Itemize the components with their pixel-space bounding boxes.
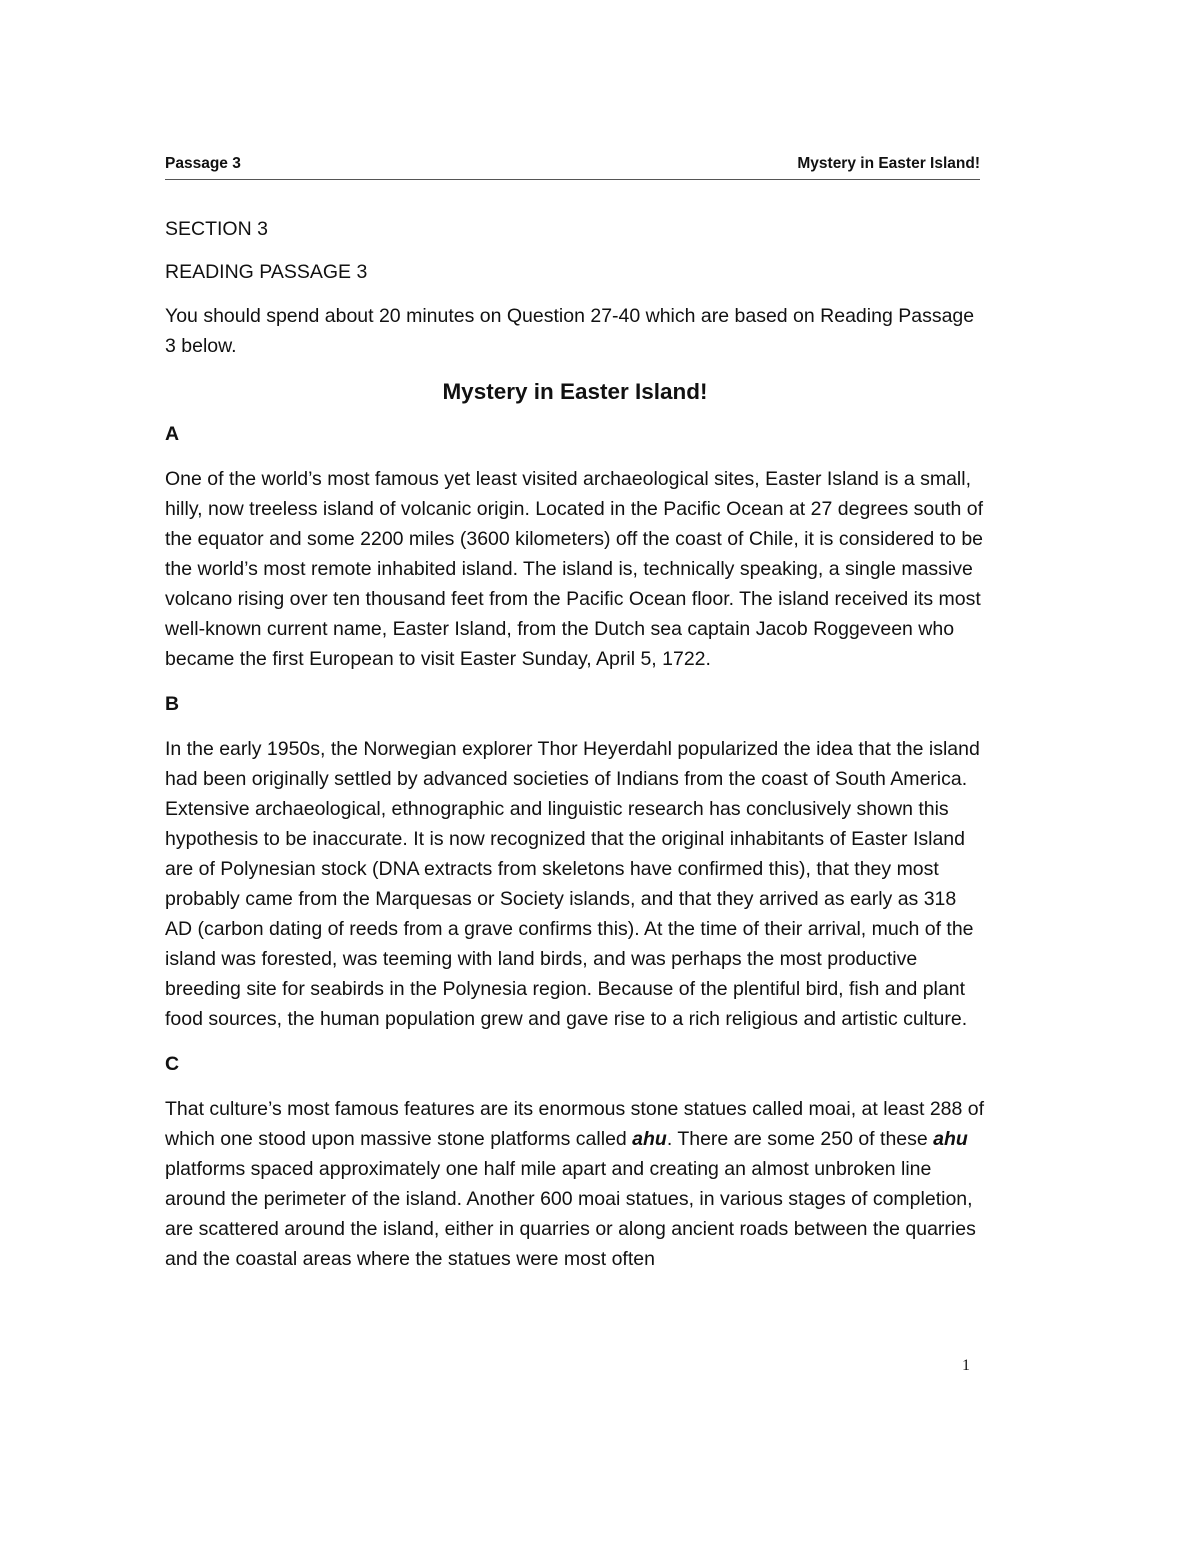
reading-passage-label: READING PASSAGE 3 [165,261,368,283]
paragraph-a-text: One of the world’s most famous yet least visited archaeological sites, Easter Island is a small, hilly, now treeless island of volcanic origin. Located in the Pacific Ocean at 27 degrees south of the equator and some 2200 miles (3600 kilometers) off the coast of Chile, it is considered to be the world’s most remote inhabited island. The island is, technically speaking, a single massive volcano rising over ten thousand feet from the Pacific Ocean floor. The island received its most well-known current name, Easter Island, from the Dutch sea captain Jacob Roggeveen who became the first European to visit Easter Sunday, April 5, 1722. [165,468,984,670]
instructions-text: You should spend about 20 minutes on Question 27-40 which are based on Reading Passage 3 below. [165,305,975,357]
running-header [165,153,980,180]
header-title: Mystery in Easter Island! [797,155,980,172]
passage-title: Mystery in Easter Island! [442,379,708,404]
paragraph-c-text-part-2: . There are some 250 of these [666,1128,934,1150]
paragraph-c-text [165,1094,985,1274]
paragraph-letter-a: A [165,423,180,445]
section-label: SECTION 3 [165,218,268,240]
paragraph-c-text-part-3: platforms spaced approximately one half mile apart and creating an almost unbroken line around the perimeter of the island. Another 600 moai statues, in various stages of completion, are scattered around the island, either in quarries or along ancient roads between the quarries and the coastal areas where the statues were most often [165,1158,976,1270]
page-number: 1 [962,1357,970,1374]
header-passage-label: Passage 3 [165,155,241,172]
term-ahu: ahu [933,1128,968,1150]
paragraph-b-text: In the early 1950s, the Norwegian explorer Thor Heyerdahl popularized the idea that the island had been originally settled by advanced societies of Indians from the coast of South America. Extensive archaeological, ethnographic and linguistic research has conclusively shown this hypothesis to be inaccurate. It is now recognized that the original inhabitants of Easter Island are of Polynesian stock (DNA extracts from skeletons have confirmed this), that they most probably came from the Marquesas or Society islands, and that they arrived as early as 318 AD (carbon dating of reeds from a grave confirms this). At the time of their arrival, much of the island was forested, was teeming with land birds, and was perhaps the most productive breeding site for seabirds in the Polynesia region. Because of the plentiful bird, fish and plant food sources, the human population grew and gave rise to a rich religious and artistic culture. [165,738,980,1030]
paragraph-c-text-part-1: That culture’s most famous features are its enormous stone statues called moai, at least 288 of which one stood upon massive stone platforms called [165,1098,985,1150]
term-ahu: ahu [632,1128,667,1150]
passage-content [165,214,985,1289]
paragraph-letter-b: B [165,693,180,715]
paragraph-letter-c: C [165,1053,180,1075]
